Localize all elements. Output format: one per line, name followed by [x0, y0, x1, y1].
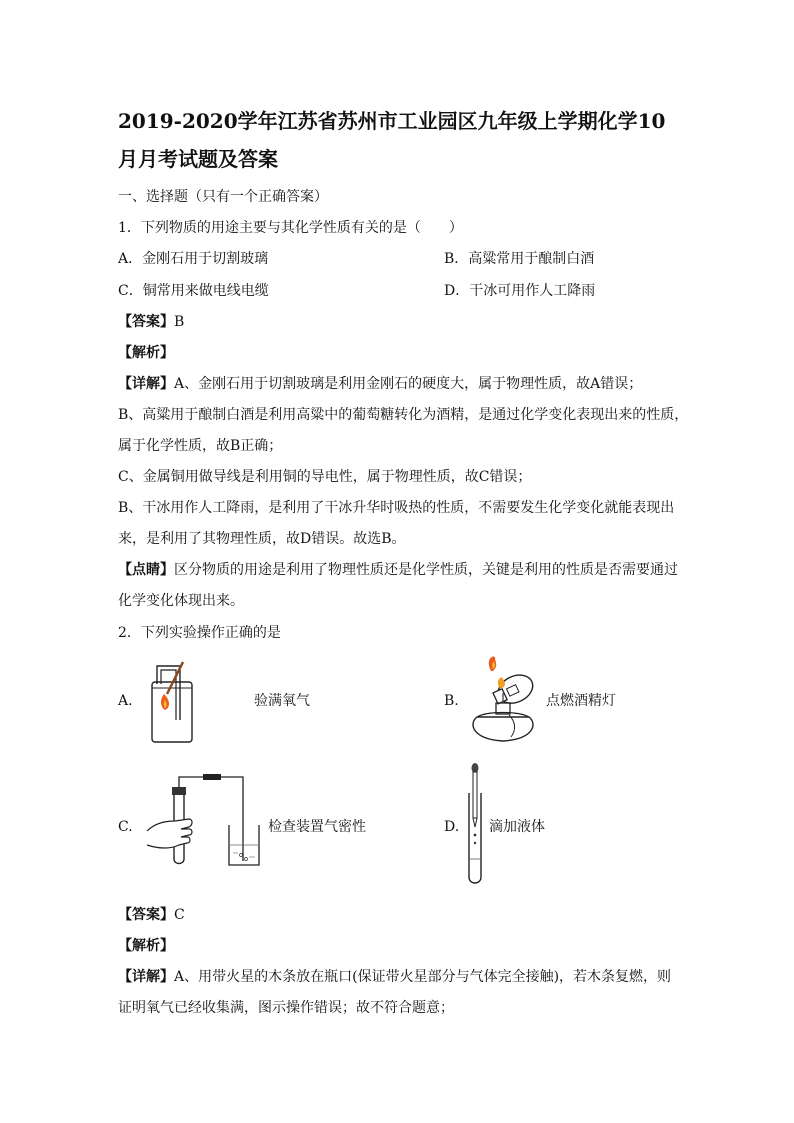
detail-text: A、用带火星的木条放在瓶口(保证带火星部分与气体完全接触)，若木条复燃，则: [174, 969, 672, 985]
q1-detail-1: [118, 375, 642, 393]
detail-tag: 【详解】: [118, 376, 174, 392]
answer-value: C: [174, 907, 185, 923]
q1-point-2: 化学变化体现出来。: [118, 593, 244, 609]
q2-option-c-label: 检查装置气密性: [268, 819, 366, 835]
q2-detail-2: 证明氧气已经收集满，图示操作错误；故不符合题意；: [118, 1000, 454, 1016]
q1-answer: [118, 313, 184, 331]
q1-detail-5: B、干冰用作人工降雨，是利用了干冰升华时吸热的性质，不需要发生化学变化就能表现出: [118, 500, 675, 516]
page-title-line1: 2019-2020学年江苏省苏州市工业园区九年级上学期化学10: [118, 109, 666, 133]
q1-analysis-tag: 【解析】: [118, 345, 174, 361]
q2-analysis-tag: 【解析】: [118, 938, 174, 954]
q1-option-c: C．铜常用来做电线电缆: [118, 283, 269, 299]
q1-stem: 1．下列物质的用途主要与其化学性质有关的是（ ）: [118, 220, 463, 236]
q2-option-d-label: 滴加液体: [489, 819, 545, 835]
airtightness-check-figure: [145, 773, 270, 871]
q1-option-d: D．干冰可用作人工降雨: [444, 283, 596, 299]
q2-option-b-label: 点燃酒精灯: [546, 693, 616, 709]
answer-tag: 【答案】: [118, 907, 174, 923]
detail-text: A、金刚石用于切割玻璃是利用金刚石的硬度大，属于物理性质，故A错误；: [174, 376, 643, 392]
point-text: 区分物质的用途是利用了物理性质还是化学性质，关键是利用的性质是否需要通过: [174, 562, 678, 578]
q2-answer: [118, 906, 185, 924]
gas-bottle-oxygen-test-figure: [145, 658, 205, 744]
alcohol-lamp-figure: [463, 655, 545, 743]
q2-option-b-letter: B.: [444, 693, 459, 709]
q2-option-d-letter: D.: [444, 819, 460, 835]
q2-option-a-letter: A.: [118, 693, 133, 709]
q1-point-1: [118, 561, 678, 579]
page-title-line2: 月月考试题及答案: [118, 147, 278, 171]
answer-value: B: [174, 314, 185, 330]
q1-detail-3: 属于化学性质，故B正确；: [118, 438, 283, 454]
q2-stem: 2．下列实验操作正确的是: [118, 625, 281, 641]
section-heading: 一、选择题（只有一个正确答案）: [118, 189, 328, 205]
q2-detail-1: [118, 968, 671, 986]
q1-detail-2: B、高粱用于酿制白酒是利用高粱中的葡萄糖转化为酒精，是通过化学变化表现出来的性质，: [118, 407, 689, 423]
point-tag: 【点睛】: [118, 562, 174, 578]
q1-detail-4: C、金属铜用做导线是利用铜的导电性，属于物理性质，故C错误；: [118, 469, 532, 485]
q1-option-a: A．金刚石用于切割玻璃: [118, 251, 269, 267]
q2-option-c-letter: C.: [118, 819, 133, 835]
q2-option-a-label: 验满氧气: [254, 693, 310, 709]
q1-option-b: B．高粱常用于酿制白酒: [444, 251, 595, 267]
answer-tag: 【答案】: [118, 314, 174, 330]
dropper-test-tube-figure: [462, 763, 488, 887]
detail-tag: 【详解】: [118, 969, 174, 985]
q1-detail-6: 来，是利用了其物理性质，故D错误。故选B。: [118, 531, 406, 547]
